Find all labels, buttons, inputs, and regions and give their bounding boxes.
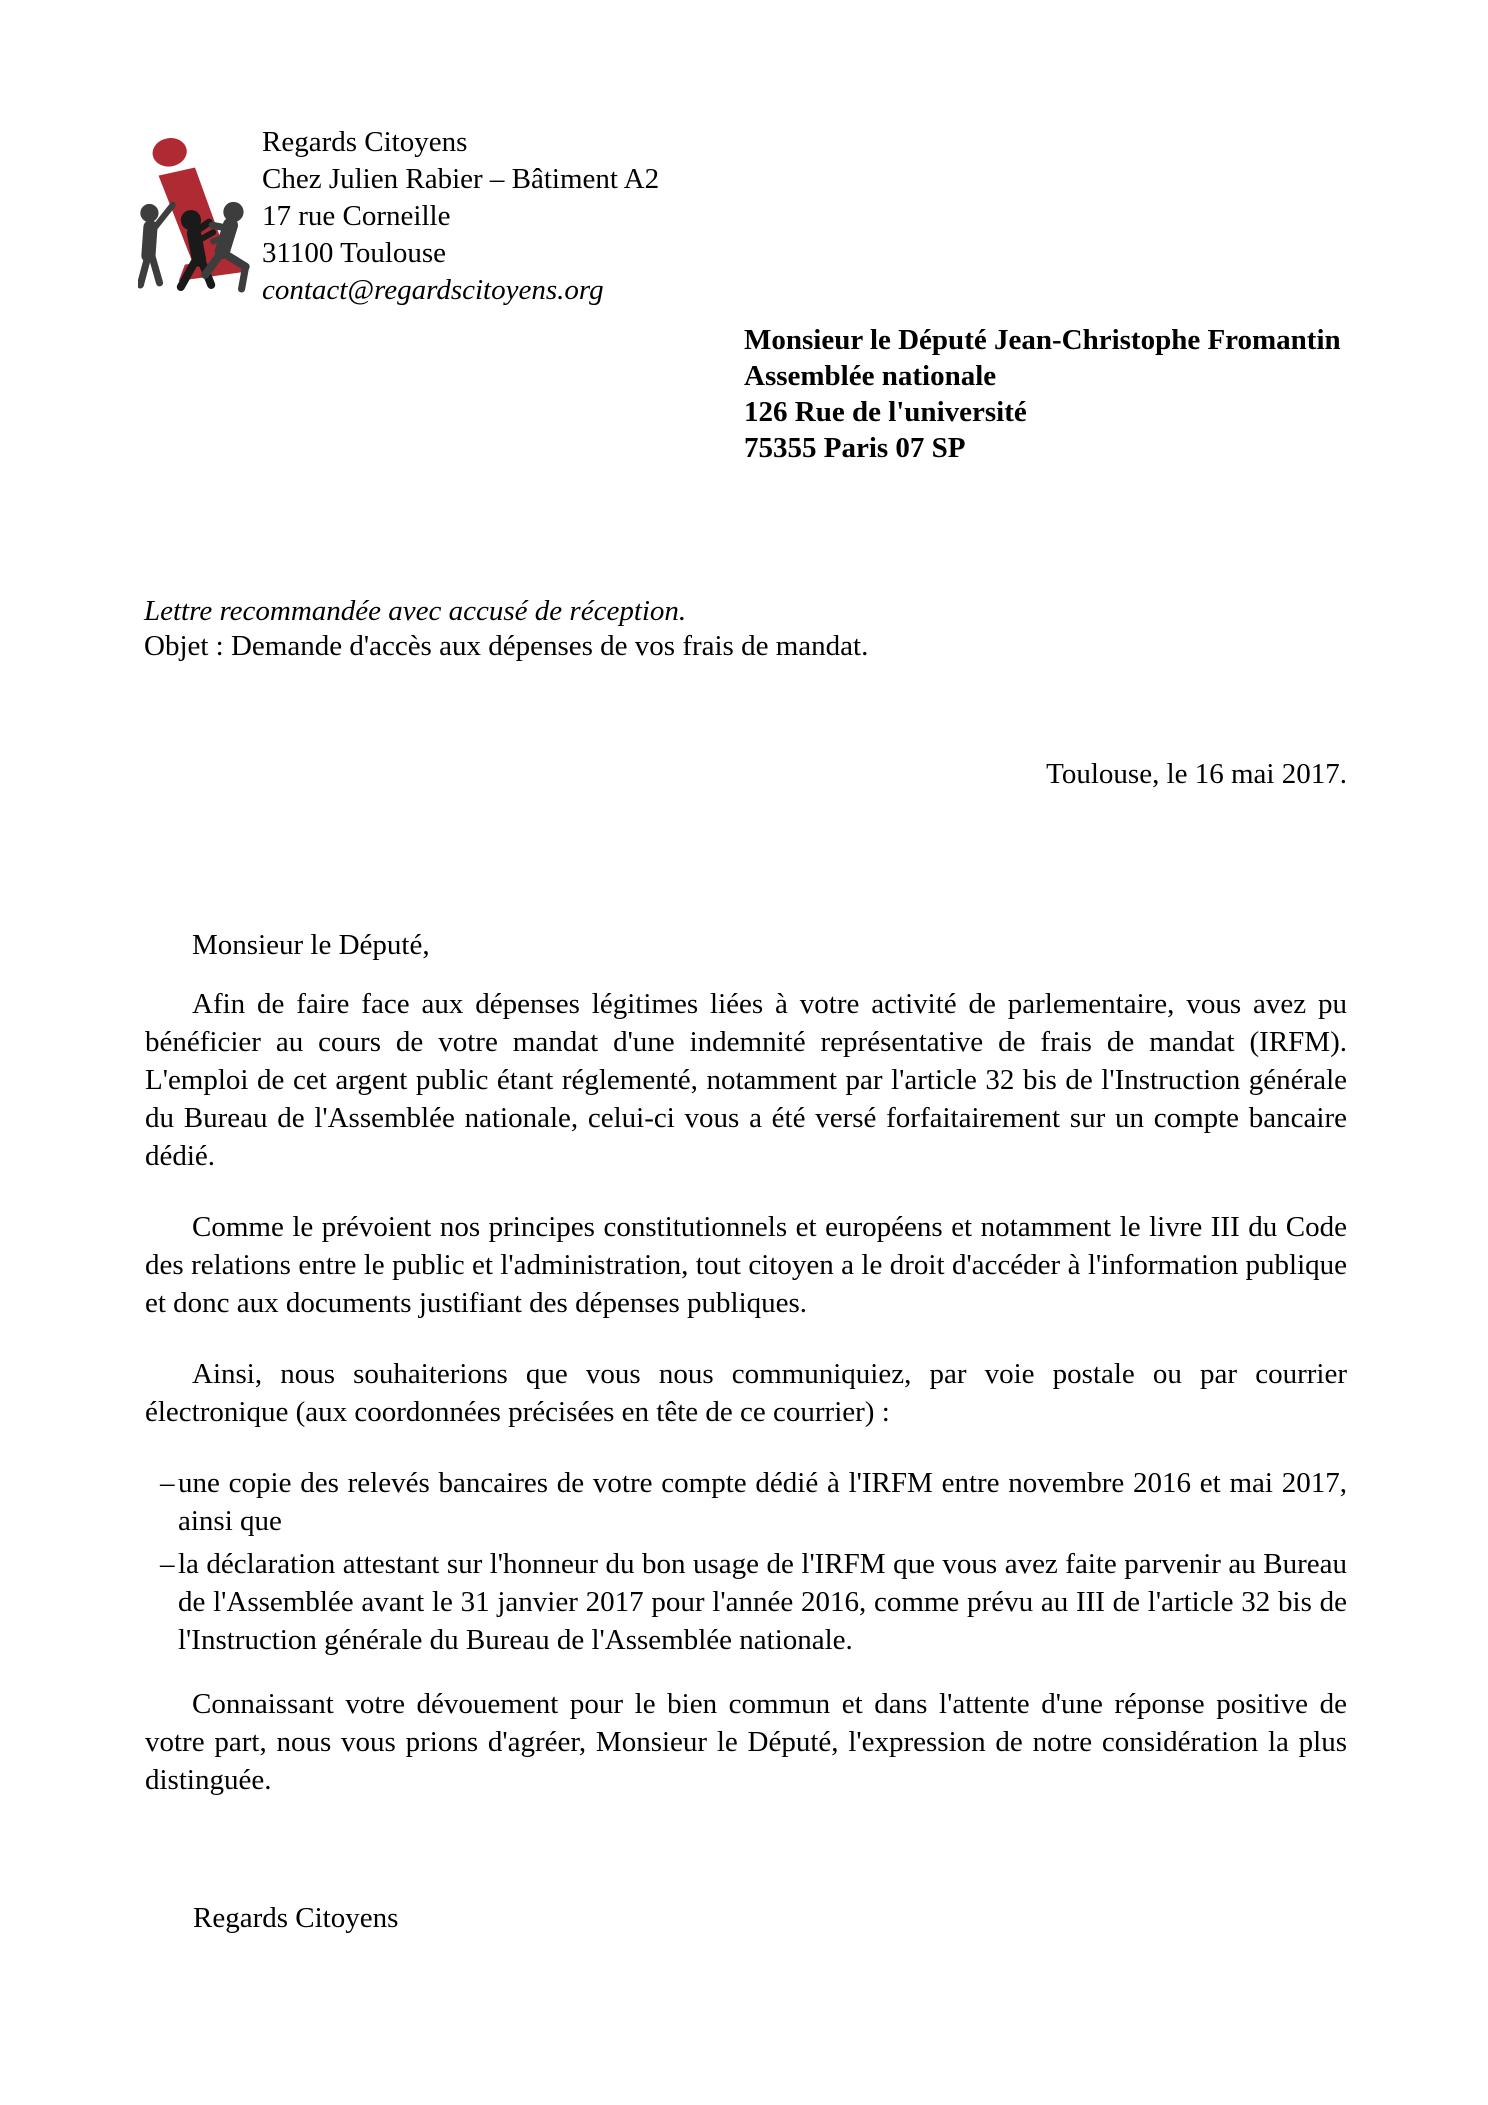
- logo-figure-left: [140, 204, 172, 285]
- recipient-line: 126 Rue de l'université: [744, 396, 1027, 428]
- dash-bullet-icon: –: [160, 1467, 175, 1499]
- regards-citoyens-logo: [138, 127, 254, 293]
- list-item-text: la déclaration attestant sur l'honneur du bon usage de l'IRFM que vous avez faite parvenir au Bureau de l'Assemblée avant le 31 janvier 2017 pour l'année 2016, comme prévu au III de l'article 32 bis de l'Instruction générale du Bureau de l'Assemblée nationale.: [178, 1548, 1347, 1656]
- sender-address: [262, 124, 659, 309]
- registered-mail-notice: Lettre recommandée avec accusé de réception.: [144, 595, 687, 627]
- reference-block: [144, 594, 868, 664]
- letter-body: [145, 926, 1347, 1937]
- list-item-text: une copie des relevés bancaires de votre compte dédié à l'IRFM entre novembre 2016 et mai 2017, ainsi que: [178, 1467, 1347, 1537]
- dash-bullet-icon: –: [160, 1548, 175, 1580]
- paragraph-3: Ainsi, nous souhaiterions que vous nous communiquiez, par voie postale ou par courrier électronique (aux coordonnées précisées en tête de ce courrier) :: [145, 1358, 1347, 1428]
- recipient-name: Monsieur le Député Jean-Christophe Fromantin: [744, 324, 1341, 356]
- subject-line: Objet : Demande d'accès aux dépenses de vos frais de mandat.: [144, 630, 869, 662]
- recipient-line: Assemblée nationale: [744, 360, 997, 392]
- sender-line: Chez Julien Rabier – Bâtiment A2: [262, 163, 660, 195]
- list-item: [145, 1464, 1347, 1540]
- recipient-line: 75355 Paris 07 SP: [744, 432, 966, 464]
- recipient-address: [744, 322, 1341, 466]
- sender-name: Regards Citoyens: [262, 126, 468, 158]
- request-list: [145, 1464, 1347, 1659]
- paragraph-1: Afin de faire face aux dépenses légitimes liées à votre activité de parlementaire, vous avez pu bénéficier au cours de votre mandat d'une indemnité représentative de frais de mandat (IRFM). L'emploi de cet argent public étant réglementé, notamment par l'article 32 bis de l'Instruction générale du Bureau de l'Assemblée nationale, celui-ci vous a été versé forfaitairement sur un compte bancaire dédié.: [145, 988, 1347, 1172]
- date-line: Toulouse, le 16 mai 2017.: [1046, 758, 1347, 790]
- regards-citoyens-logo-icon: [138, 127, 254, 293]
- list-item: [145, 1545, 1347, 1659]
- paragraph-2: Comme le prévoient nos principes constitutionnels et européens et notamment le livre III du Code des relations entre le public et l'administration, tout citoyen a le droit d'accéder à l'information publique et donc aux documents justifiant des dépenses publiques.: [145, 1211, 1347, 1319]
- sender-line: 31100 Toulouse: [262, 237, 447, 269]
- sender-email: contact@regardscitoyens.org: [262, 274, 604, 306]
- salutation: Monsieur le Député,: [192, 929, 430, 961]
- sender-line: 17 rue Corneille: [262, 200, 451, 232]
- signature: Regards Citoyens: [193, 1902, 399, 1934]
- closing-paragraph: Connaissant votre dévouement pour le bien commun et dans l'attente d'une réponse positive de votre part, nous vous prions d'agréer, Monsieur le Député, l'expression de notre considération la plus distinguée.: [145, 1688, 1347, 1796]
